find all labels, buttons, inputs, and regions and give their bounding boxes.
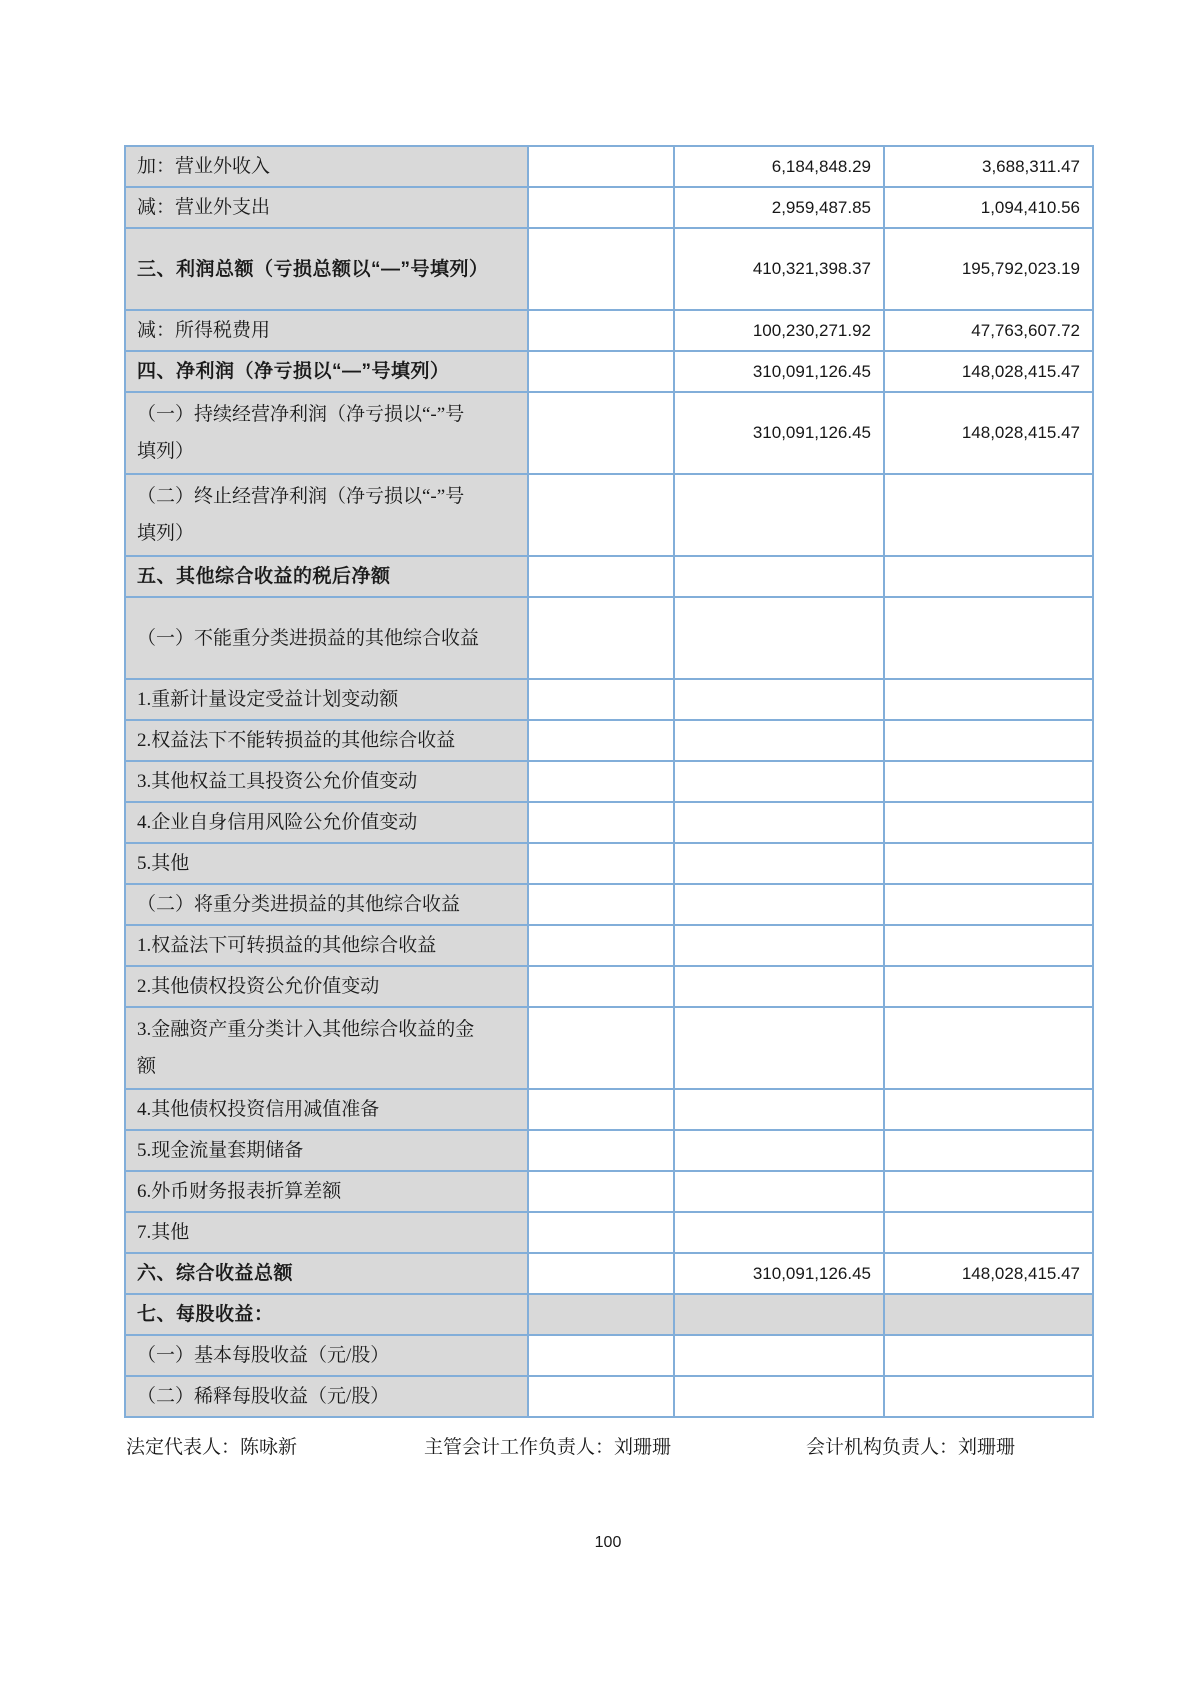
- notes-cell: [528, 966, 674, 1007]
- table-row: [125, 843, 1093, 884]
- notes-cell: [528, 802, 674, 843]
- amount-current-period-cell: [674, 884, 884, 925]
- table-row: [125, 146, 1093, 187]
- amount-prior-period-cell: [884, 679, 1093, 720]
- table-row: [125, 925, 1093, 966]
- amount-prior-period-cell: [884, 843, 1093, 884]
- row-label-cell: 3.金融资产重分类计入其他综合收益的金额: [125, 1007, 528, 1089]
- amount-prior-period-cell: [884, 1007, 1093, 1089]
- income-statement-body: [125, 146, 1093, 1417]
- amount-current-period-cell: [674, 720, 884, 761]
- row-label-cell: 七、每股收益：: [125, 1294, 528, 1335]
- amount-prior-period-cell: 1,094,410.56: [884, 187, 1093, 228]
- table-row: [125, 884, 1093, 925]
- row-label-cell: 减：所得税费用: [125, 310, 528, 351]
- table-row: [125, 1171, 1093, 1212]
- row-label-cell: 2.其他债权投资公允价值变动: [125, 966, 528, 1007]
- row-label-cell: （二）将重分类进损益的其他综合收益: [125, 884, 528, 925]
- amount-prior-period-cell: [884, 1089, 1093, 1130]
- amount-prior-period-cell: 148,028,415.47: [884, 392, 1093, 474]
- notes-cell: [528, 1294, 674, 1335]
- notes-cell: [528, 761, 674, 802]
- table-row: [125, 474, 1093, 556]
- income-statement-table: [124, 145, 1094, 1418]
- notes-cell: [528, 843, 674, 884]
- table-row: [125, 1007, 1093, 1089]
- table-row: [125, 1212, 1093, 1253]
- amount-prior-period-cell: [884, 884, 1093, 925]
- amount-current-period-cell: [674, 966, 884, 1007]
- amount-prior-period-cell: 148,028,415.47: [884, 1253, 1093, 1294]
- chief-accounting-officer: 主管会计工作负责人：刘珊珊: [424, 1437, 672, 1458]
- amount-prior-period-cell: [884, 1376, 1093, 1417]
- row-label-cell: 1.权益法下可转损益的其他综合收益: [125, 925, 528, 966]
- row-label-cell: （一）不能重分类进损益的其他综合收益: [125, 597, 528, 679]
- amount-prior-period-cell: [884, 761, 1093, 802]
- amount-current-period-cell: [674, 925, 884, 966]
- table-row: [125, 392, 1093, 474]
- table-row: [125, 228, 1093, 310]
- table-row: [125, 1089, 1093, 1130]
- page-number: 100: [594, 1534, 622, 1551]
- notes-cell: [528, 597, 674, 679]
- row-label-cell: 三、利润总额（亏损总额以“—”号填列）: [125, 228, 528, 310]
- amount-current-period-cell: [674, 802, 884, 843]
- notes-cell: [528, 351, 674, 392]
- notes-cell: [528, 474, 674, 556]
- amount-prior-period-cell: [884, 720, 1093, 761]
- row-label-cell: 加：营业外收入: [125, 146, 528, 187]
- amount-current-period-cell: [674, 1376, 884, 1417]
- amount-prior-period-cell: [884, 1335, 1093, 1376]
- table-row: [125, 966, 1093, 1007]
- notes-cell: [528, 1376, 674, 1417]
- notes-cell: [528, 1171, 674, 1212]
- amount-prior-period-cell: 47,763,607.72: [884, 310, 1093, 351]
- row-label-cell: （二）终止经营净利润（净亏损以“-”号填列）: [125, 474, 528, 556]
- notes-cell: [528, 146, 674, 187]
- row-label-cell: 五、其他综合收益的税后净额: [125, 556, 528, 597]
- amount-current-period-cell: 310,091,126.45: [674, 392, 884, 474]
- amount-current-period-cell: 2,959,487.85: [674, 187, 884, 228]
- row-label-cell: 2.权益法下不能转损益的其他综合收益: [125, 720, 528, 761]
- notes-cell: [528, 228, 674, 310]
- amount-prior-period-cell: [884, 474, 1093, 556]
- table-row: [125, 1376, 1093, 1417]
- table-row: [125, 187, 1093, 228]
- amount-prior-period-cell: [884, 556, 1093, 597]
- amount-current-period-cell: 6,184,848.29: [674, 146, 884, 187]
- notes-cell: [528, 1253, 674, 1294]
- notes-cell: [528, 679, 674, 720]
- amount-current-period-cell: [674, 843, 884, 884]
- notes-cell: [528, 556, 674, 597]
- notes-cell: [528, 1335, 674, 1376]
- table-row: [125, 1130, 1093, 1171]
- row-label-cell: 5.现金流量套期储备: [125, 1130, 528, 1171]
- amount-prior-period-cell: 3,688,311.47: [884, 146, 1093, 187]
- notes-cell: [528, 884, 674, 925]
- row-label-cell: 3.其他权益工具投资公允价值变动: [125, 761, 528, 802]
- amount-prior-period-cell: [884, 1130, 1093, 1171]
- table-row: [125, 556, 1093, 597]
- notes-cell: [528, 1130, 674, 1171]
- row-label-cell: 1.重新计量设定受益计划变动额: [125, 679, 528, 720]
- amount-current-period-cell: 410,321,398.37: [674, 228, 884, 310]
- amount-current-period-cell: [674, 556, 884, 597]
- row-label-cell: 6.外币财务报表折算差额: [125, 1171, 528, 1212]
- amount-prior-period-cell: [884, 1294, 1093, 1335]
- row-label-cell: 六、综合收益总额: [125, 1253, 528, 1294]
- notes-cell: [528, 720, 674, 761]
- table-row: [125, 597, 1093, 679]
- table-row: [125, 720, 1093, 761]
- amount-current-period-cell: 100,230,271.92: [674, 310, 884, 351]
- table-row: [125, 1335, 1093, 1376]
- amount-prior-period-cell: [884, 802, 1093, 843]
- amount-current-period-cell: [674, 679, 884, 720]
- row-label-cell: 4.其他债权投资信用减值准备: [125, 1089, 528, 1130]
- amount-current-period-cell: [674, 597, 884, 679]
- amount-prior-period-cell: 195,792,023.19: [884, 228, 1093, 310]
- row-label-cell: 4.企业自身信用风险公允价值变动: [125, 802, 528, 843]
- amount-current-period-cell: [674, 1171, 884, 1212]
- notes-cell: [528, 1007, 674, 1089]
- amount-current-period-cell: [674, 1294, 884, 1335]
- row-label-cell: 5.其他: [125, 843, 528, 884]
- amount-current-period-cell: 310,091,126.45: [674, 1253, 884, 1294]
- row-label-cell: 四、净利润（净亏损以“—”号填列）: [125, 351, 528, 392]
- notes-cell: [528, 1089, 674, 1130]
- row-label-cell: （一）基本每股收益（元/股）: [125, 1335, 528, 1376]
- amount-current-period-cell: [674, 1130, 884, 1171]
- amount-current-period-cell: [674, 1335, 884, 1376]
- notes-cell: [528, 310, 674, 351]
- amount-current-period-cell: [674, 761, 884, 802]
- amount-prior-period-cell: 148,028,415.47: [884, 351, 1093, 392]
- amount-prior-period-cell: [884, 966, 1093, 1007]
- amount-current-period-cell: [674, 1007, 884, 1089]
- table-row: [125, 351, 1093, 392]
- table-row: [125, 679, 1093, 720]
- amount-prior-period-cell: [884, 597, 1093, 679]
- row-label-cell: （一）持续经营净利润（净亏损以“-”号填列）: [125, 392, 528, 474]
- notes-cell: [528, 1212, 674, 1253]
- amount-current-period-cell: [674, 1212, 884, 1253]
- signature-line: [0, 1432, 1200, 1464]
- notes-cell: [528, 925, 674, 966]
- amount-prior-period-cell: [884, 1212, 1093, 1253]
- legal-representative: 法定代表人：陈咏新: [126, 1437, 298, 1458]
- amount-prior-period-cell: [884, 1171, 1093, 1212]
- row-label-cell: （二）稀释每股收益（元/股）: [125, 1376, 528, 1417]
- table-row: [125, 1253, 1093, 1294]
- row-label-cell: 7.其他: [125, 1212, 528, 1253]
- amount-current-period-cell: 310,091,126.45: [674, 351, 884, 392]
- table-row: [125, 761, 1093, 802]
- amount-prior-period-cell: [884, 925, 1093, 966]
- notes-cell: [528, 187, 674, 228]
- row-label-cell: 减：营业外支出: [125, 187, 528, 228]
- notes-cell: [528, 392, 674, 474]
- table-row: [125, 1294, 1093, 1335]
- amount-current-period-cell: [674, 1089, 884, 1130]
- table-row: [125, 310, 1093, 351]
- table-row: [125, 802, 1093, 843]
- accounting-department-head: 会计机构负责人：刘珊珊: [806, 1437, 1016, 1458]
- amount-current-period-cell: [674, 474, 884, 556]
